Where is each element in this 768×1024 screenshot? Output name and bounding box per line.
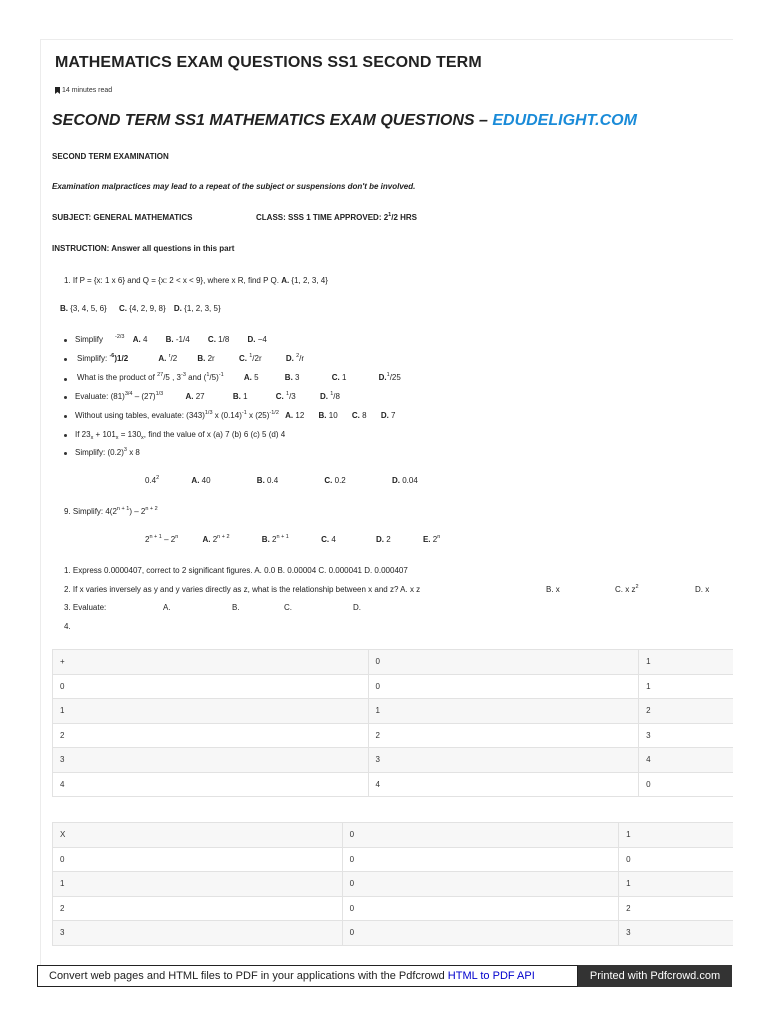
list-item-option-a: A. [163, 603, 171, 612]
list-item-option-d: D. x [695, 585, 710, 594]
list-item-option-c: C. [284, 603, 292, 612]
question-simplify: Simplify $^{-2/3}$ A. 4 B. -1/4 C. 1/8 D. −4 [75, 334, 267, 344]
class-time-label: CLASS: SSS 1 TIME APPROVED: $2^1/2$ HRS [256, 212, 418, 222]
printed-with-button[interactable]: Printed with Pdfcrowd.com [578, 965, 732, 987]
table-row: 1 1 2 [53, 699, 734, 724]
read-time [55, 87, 112, 94]
multiplication-table [52, 822, 733, 946]
table-row: 3 0 3 [53, 921, 734, 946]
bullet [64, 339, 67, 342]
addition-table [52, 649, 733, 797]
table-row: 2 0 2 [53, 896, 734, 921]
question-9-options: $2^{n + 1} - 2^n$ A. $2^{n + 2}$ B. $2^{n + 1}$ C. 4 D. 2 E. 2$^n$ [145, 534, 441, 544]
question-tables: Without using tables, evaluate: $(343)^{1/3}$ x $(0.14)^{-1}$ x $(25)^{-1/2}$ A. 12 B. 10 C. 8 D. 7 [75, 410, 396, 420]
table-row: X 0 1 [53, 823, 734, 848]
heading-link[interactable]: EDUDELIGHT.COM [492, 112, 637, 129]
article-heading [52, 112, 637, 130]
table-row: + 0 1 [53, 650, 734, 675]
question-simplify-2: Simplify: $^{-6}$)1/2 A. $^r$/2 B. 2r C. $^1$/2r D. $^2$/r [77, 353, 305, 363]
question-9: 9. Simplify: $4(2^{n + 1}) - 2^{n + 2}$ [64, 506, 158, 516]
table-row: 3 3 4 [53, 748, 734, 773]
bookmark-icon [55, 87, 60, 94]
table-row: 0 0 1 [53, 674, 734, 699]
bullet [64, 452, 67, 455]
list-item-option-d: D. [353, 603, 361, 612]
heading-text: SECOND TERM SS1 MATHEMATICS EXAM QUESTIONS – [52, 112, 488, 129]
list-item-option-b: B. x [546, 585, 560, 594]
html-to-pdf-link[interactable]: HTML to PDF API [447, 970, 535, 982]
list-item-option-c: C. x $z^2$ [615, 584, 639, 594]
question-simplify-3: Simplify: $(0.2)^3$ x 8 [75, 447, 140, 457]
bullet [64, 415, 67, 418]
bullet [64, 358, 67, 361]
page-title: MATHEMATICS EXAM QUESTIONS SS1 SECOND TERM [55, 54, 482, 71]
list-item: 3. Evaluate: [64, 603, 107, 612]
question-1-options: B. {3, 4, 5, 6} C. {4, 2, 9, 8} D. {1, 2, 3, 5} [60, 304, 221, 313]
question-base: If $23_x + 101_x = 130_x$, find the value of x (a) 7 (b) 6 (c) 5 (d) 4 [75, 430, 286, 441]
bullet [64, 396, 67, 399]
pdfcrowd-banner [37, 965, 578, 987]
read-time-label: 14 minutes read [62, 87, 113, 94]
list-item-option-b: B. [232, 603, 240, 612]
banner-text: Convert web pages and HTML files to PDF in your applications with the Pdfcrowd [49, 970, 445, 982]
bullet [64, 434, 67, 437]
table-row: 2 2 3 [53, 723, 734, 748]
list-item: 2. If x varies inversely as y and y varies directly as z, what is the relationship between x and z? A. x z [64, 585, 421, 594]
subject-label: SUBJECT: GENERAL MATHEMATICS [52, 213, 193, 222]
instruction-label: INSTRUCTION: Answer all questions in this part [52, 244, 235, 253]
question-product: What is the product of $^{27}$/5 , $3^{-3}$ and $(^1/5)^{-1}$ A. 5 B. 3 C. 1 D.$^1$/25 [77, 372, 401, 382]
list-item: 1. Express 0.0000407, correct to 2 significant figures. A. 0.0 B. 0.00004 C. 0.000041 D. 0.000407 [64, 566, 408, 575]
question-evaluate: Evaluate: $(81)^{3/4} - (27)^{1/3}$ A. 27 B. 1 C. $^1$/3 D. $^1$/8 [75, 391, 340, 401]
question-1: 1. If P = {x: 1 x 6} and Q = {x: 2 < x < 9}, where x R, find P Q. A. {1, 2, 3, 4} [64, 276, 328, 285]
article-card [40, 39, 733, 970]
malpractice-warning: Examination malpractices may lead to a repeat of the subject or suspensions don't be involved. [52, 182, 416, 191]
table-row: 0 0 0 [53, 847, 734, 872]
list-item: 4. [64, 622, 71, 631]
bullet [64, 378, 67, 381]
exam-label: SECOND TERM EXAMINATION [52, 152, 169, 161]
table-row: 4 4 0 [53, 772, 734, 797]
question-simplify-3-options: $0.4^2$ A. 40 B. 0.4 C. 0.2 D. 0.04 [145, 475, 418, 485]
table-row: 1 0 1 [53, 872, 734, 897]
